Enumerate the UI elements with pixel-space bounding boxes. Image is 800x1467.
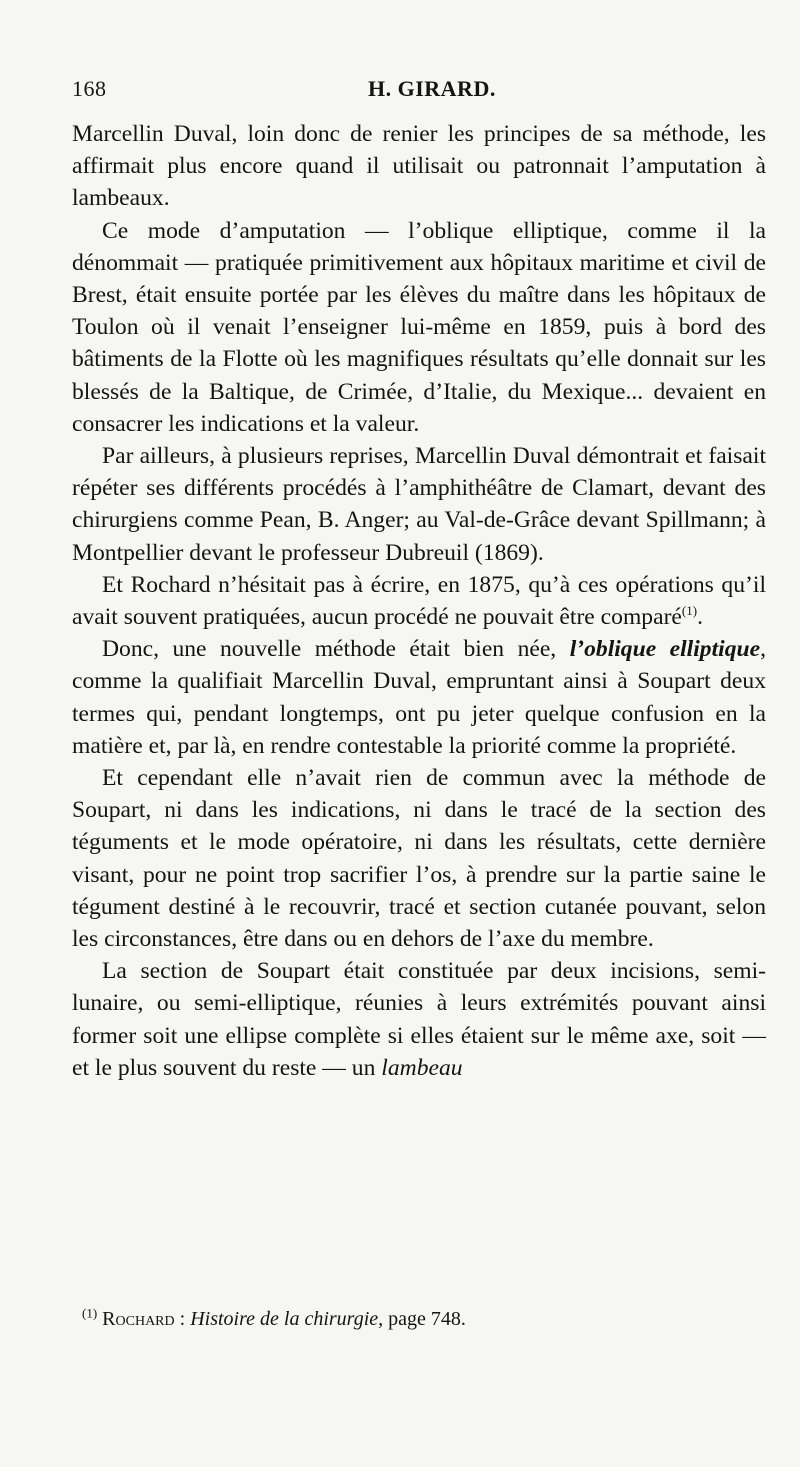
footnote-author: Rochard <box>102 1308 175 1330</box>
paragraph <box>72 633 766 762</box>
paragraph <box>72 569 766 633</box>
page-number: 168 <box>72 76 107 101</box>
paragraph-text: La section de Soupart était constituée par deux incisions, semi-lunaire, ou semi-elliptique, réunies à leurs extrémités pouvant ainsi former soit une ellipse complète si elles étaient sur le même axe, soit — et le plus souvent du reste — un <box>72 958 766 1081</box>
paragraph-text: , comme la qualifiait Marcellin Duval, empruntant ainsi à Soupart deux termes qui, pendant longtemps, ont pu jeter quelque confusion en la matière et, par là, en rendre contestable la priorité comme la propriété. <box>72 636 767 759</box>
footnote-separator: : <box>174 1308 191 1330</box>
emphasis-term: l’oblique elliptique <box>569 636 761 663</box>
footnote-reference[interactable]: (1) <box>681 603 698 619</box>
page-header <box>72 72 766 106</box>
paragraph <box>72 118 766 215</box>
paragraph-text: Marcellin Duval, loin donc de renier les principes de sa méthode, les affirmait plus encore quand il utilisait ou patronnait l’amputation à lambeaux. <box>72 121 766 212</box>
running-title: H. GIRARD. <box>368 76 496 101</box>
paragraph-text: Et cependant elle n’avait rien de commun avec la méthode de Soupart, ni dans les indications, ni dans le tracé de la section des téguments et le mode opératoire, ni dans les résultats, cette dernière visant, pour ne point trop sacrifier l’os, à prendre sur la partie saine le tégument destiné à le recouvrir, tracé et section cutanée pouvant, selon les circonstances, être dans ou en dehors de l’axe du membre. <box>72 765 766 953</box>
footnote-page-ref: page 748. <box>383 1308 466 1330</box>
paragraph-text: Donc, une nouvelle méthode était bien née, <box>102 636 570 663</box>
paragraph-text: Par ailleurs, à plusieurs reprises, Marcellin Duval démontrait et faisait répéter ses différents procédés à l’amphithéâtre de Clamart, devant des chirurgiens comme Pean, B. Anger; au Val-de-Grâce devant Spillmann; à Montpellier devant le professeur Dubreuil (1869). <box>72 443 766 566</box>
paragraph <box>72 955 766 1084</box>
footnote <box>82 1306 466 1332</box>
footnote-title: Histoire de la chirurgie, <box>190 1308 384 1330</box>
paragraph <box>72 215 766 440</box>
paragraph <box>72 762 766 955</box>
paragraph-text: . <box>697 604 703 631</box>
paragraph <box>72 440 766 569</box>
emphasis-term: lambeau <box>381 1054 463 1081</box>
paragraph-text: Ce mode d’amputation — l’oblique elliptique, comme il la dénommait — pratiquée primitivement aux hôpitaux maritime et civil de Brest, était ensuite portée par les élèves du maître dans les hôpitaux de Toulon où il venait l’enseigner lui-même en 1859, puis à bord des bâtiments de la Flotte où les magnifiques résultats qu’elle donnait sur les blessés de la Baltique, de Crimée, d’Italie, du Mexique... devaient en consacrer les indications et la valeur. <box>72 217 766 437</box>
footnote-mark: (1) <box>82 1305 98 1321</box>
body-text <box>72 118 766 1084</box>
paragraph-text: Et Rochard n’hésitait pas à écrire, en 1875, qu’à ces opérations qu’il avait souvent pratiquées, aucun procédé ne pouvait être comparé <box>72 571 766 631</box>
